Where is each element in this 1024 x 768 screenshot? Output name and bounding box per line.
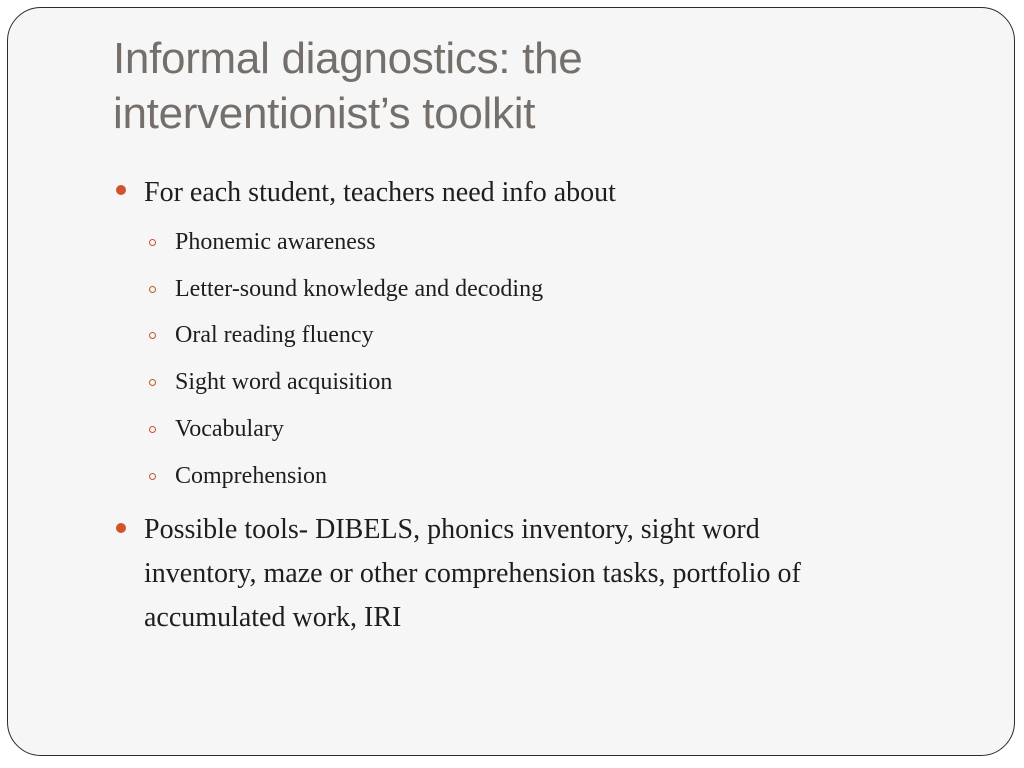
hollow-circle-bullet-icon — [149, 239, 156, 246]
hollow-circle-bullet-icon — [149, 332, 156, 339]
sub-bullet-vocabulary — [144, 406, 944, 453]
title-line-2: interventionist’s toolkit — [113, 89, 536, 138]
sub-bullet-phonemic-awareness — [144, 219, 944, 266]
sub-bullet-text: Sight word acquisition — [175, 369, 393, 396]
sub-bullet-letter-sound — [144, 266, 944, 313]
filled-circle-bullet-icon — [116, 185, 126, 195]
bullet-text: For each student, teachers need info about — [144, 177, 616, 208]
filled-circle-bullet-icon — [116, 523, 126, 533]
sub-bullet-text: Letter-sound knowledge and decoding — [175, 275, 544, 302]
bullet-text-line-2: inventory, maze or other comprehension tasks, portfolio of — [144, 558, 801, 590]
hollow-circle-bullet-icon — [149, 286, 156, 293]
sub-bullet-text: Phonemic awareness — [175, 229, 376, 255]
hollow-circle-bullet-icon — [149, 473, 156, 480]
sub-bullet-text: Comprehension — [175, 462, 327, 489]
sub-bullet-oral-reading-fluency — [144, 312, 944, 359]
slide-title — [113, 31, 933, 141]
hollow-circle-bullet-icon — [149, 379, 156, 386]
title-line-1: Informal diagnostics: the — [113, 34, 583, 83]
sub-bullet-list — [144, 219, 944, 499]
sub-bullet-comprehension — [144, 453, 944, 500]
sub-bullet-sight-word — [144, 359, 944, 406]
bullet-list — [114, 171, 944, 640]
bullet-text-line-3: accumulated work, IRI — [144, 602, 402, 634]
sub-bullet-text: Vocabulary — [175, 415, 284, 442]
hollow-circle-bullet-icon — [149, 426, 156, 433]
sub-bullet-text: Oral reading fluency — [175, 322, 374, 349]
bullet-text-line-1: Possible tools- DIBELS, phonics inventory, sight word — [144, 514, 760, 546]
bullet-possible-tools — [114, 508, 944, 640]
bullet-student-info — [114, 171, 944, 499]
